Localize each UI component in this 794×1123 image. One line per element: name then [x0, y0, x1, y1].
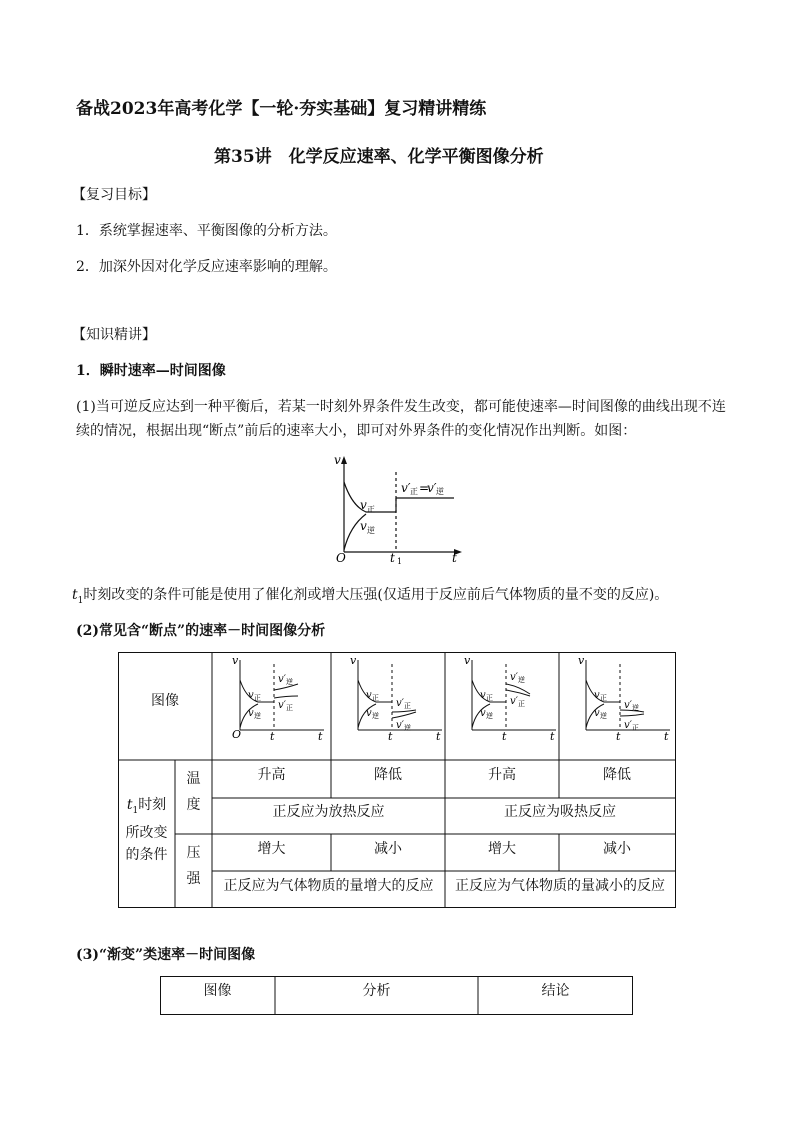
origin-label: O	[336, 551, 346, 564]
svg-text:v′: v′	[396, 720, 404, 731]
svg-text:逆: 逆	[404, 724, 411, 732]
svg-text:t: t	[270, 730, 275, 743]
svg-text:正: 正	[632, 724, 639, 732]
svg-text:逆: 逆	[518, 676, 525, 684]
temp-value-3: 升高	[488, 767, 516, 783]
pressure-value-1: 增大	[257, 841, 286, 857]
svg-text:v′: v′	[624, 720, 632, 731]
svg-text:v: v	[360, 519, 367, 533]
section-3-heading: (3)“渐变”类速率－时间图像	[76, 947, 256, 963]
goal-2: 2．加深外因对化学反应速率影响的理解。	[76, 259, 337, 275]
document-title: 备战2023年高考化学【一轮·夯实基础】复习精讲精练	[76, 99, 487, 119]
section-2-heading: (2)常见含“断点”的速率－时间图像分析	[76, 623, 326, 639]
svg-text:v: v	[366, 708, 372, 719]
svg-text:逆: 逆	[254, 712, 261, 720]
table2-header-conclusion: 结论	[541, 983, 570, 999]
svg-text:v: v	[248, 708, 254, 719]
svg-text:t: t	[616, 730, 621, 743]
svg-text:v′: v′	[510, 672, 518, 683]
svg-text:逆: 逆	[632, 704, 639, 712]
svg-text:逆: 逆	[436, 487, 444, 496]
svg-text:正: 正	[410, 487, 418, 496]
pressure-label: 压 强	[186, 845, 201, 887]
row-label: $t_1$时刻 所改变 的条件	[125, 797, 168, 863]
temperature-label: 温 度	[186, 771, 201, 813]
goal-1: 1．系统掌握速率、平衡图像的分析方法。	[76, 223, 337, 239]
svg-text:1: 1	[397, 557, 403, 564]
temp-value-2: 降低	[374, 767, 402, 783]
table2-header-image: 图像	[203, 983, 232, 999]
svg-text:v: v	[480, 708, 486, 719]
pressure-note-2: 正反应为气体物质的量减小的反应	[455, 878, 665, 894]
svg-text:逆: 逆	[600, 712, 607, 720]
svg-text:O: O	[232, 728, 242, 741]
svg-text:v: v	[480, 690, 486, 701]
svg-text:v: v	[578, 654, 585, 667]
paragraph-1-line-1: (1)当可逆反应达到一种平衡后，若某一时刻外界条件发生改变，都可能使速率—时间图像的曲线出现不连	[76, 399, 726, 415]
pressure-value-4: 减小	[603, 841, 631, 857]
svg-text:v: v	[464, 654, 471, 667]
svg-text:正: 正	[372, 694, 379, 702]
svg-text:v′: v′	[624, 700, 632, 711]
image-label: 图像	[151, 693, 179, 709]
svg-text:逆: 逆	[286, 678, 293, 686]
svg-text:t: t	[664, 730, 669, 743]
svg-text:正: 正	[486, 694, 493, 702]
figure-temp-down-endothermic	[578, 654, 670, 743]
v-axis-label: v	[334, 453, 341, 467]
svg-text:t: t	[550, 730, 555, 743]
figure-temp-up-endothermic	[464, 654, 556, 743]
svg-text:v: v	[594, 708, 600, 719]
figure-temp-up-exothermic	[232, 654, 324, 743]
table2-header-analysis: 分析	[362, 983, 391, 999]
figure-temp-down-exothermic	[350, 654, 442, 743]
paragraph-1-line-2: 续的情况，根据出现“断点”前后的速率大小，即可对外界条件的变化情况作出判断。如图：	[76, 423, 637, 439]
t1-note: $t_1$时刻改变的条件可能是使用了催化剂或增大压强(仅适用于反应前后气体物质的量不变的反应)。	[72, 587, 669, 606]
svg-text:v: v	[232, 654, 239, 667]
svg-text:v′: v′	[278, 700, 286, 711]
t-axis-label: t	[452, 551, 457, 564]
svg-text:v′: v′	[427, 481, 437, 495]
svg-text:正: 正	[404, 702, 411, 710]
svg-text:逆: 逆	[372, 712, 379, 720]
svg-text:逆: 逆	[486, 712, 493, 720]
svg-text:正: 正	[518, 700, 525, 708]
svg-text:v: v	[248, 690, 254, 701]
svg-text:v: v	[360, 498, 367, 512]
svg-text:v′: v′	[278, 674, 286, 685]
section-1-heading: 1．瞬时速率—时间图像	[76, 363, 226, 379]
svg-text:=: =	[419, 481, 430, 495]
temp-value-1: 升高	[257, 767, 286, 783]
svg-text:t: t	[318, 730, 323, 743]
svg-text:v′: v′	[510, 696, 518, 707]
svg-text:v: v	[350, 654, 357, 667]
t1-label: t	[390, 551, 395, 564]
svg-text:正: 正	[254, 694, 261, 702]
pressure-value-2: 减小	[374, 841, 402, 857]
svg-text:v: v	[366, 690, 372, 701]
temp-note-2: 正反应为吸热反应	[504, 804, 616, 820]
svg-text:逆: 逆	[367, 526, 375, 535]
svg-text:v: v	[594, 690, 600, 701]
svg-text:t: t	[388, 730, 393, 743]
svg-text:正: 正	[286, 704, 293, 712]
temp-value-4: 降低	[603, 767, 631, 783]
svg-text:正: 正	[600, 694, 607, 702]
svg-text:t: t	[502, 730, 507, 743]
svg-text:v′: v′	[401, 481, 411, 495]
svg-text:v′: v′	[396, 698, 404, 709]
pressure-value-3: 增大	[488, 841, 516, 857]
svg-text:t: t	[436, 730, 441, 743]
rate-time-figure	[326, 452, 466, 564]
pressure-note-1: 正反应为气体物质的量增大的反应	[223, 878, 434, 894]
temp-note-1: 正反应为放热反应	[272, 804, 385, 820]
svg-text:正: 正	[367, 505, 375, 514]
review-heading: 【复习目标】	[72, 187, 156, 203]
lecture-title: 第35讲 化学反应速率、化学平衡图像分析	[214, 147, 544, 167]
knowledge-heading: 【知识精讲】	[72, 327, 156, 343]
